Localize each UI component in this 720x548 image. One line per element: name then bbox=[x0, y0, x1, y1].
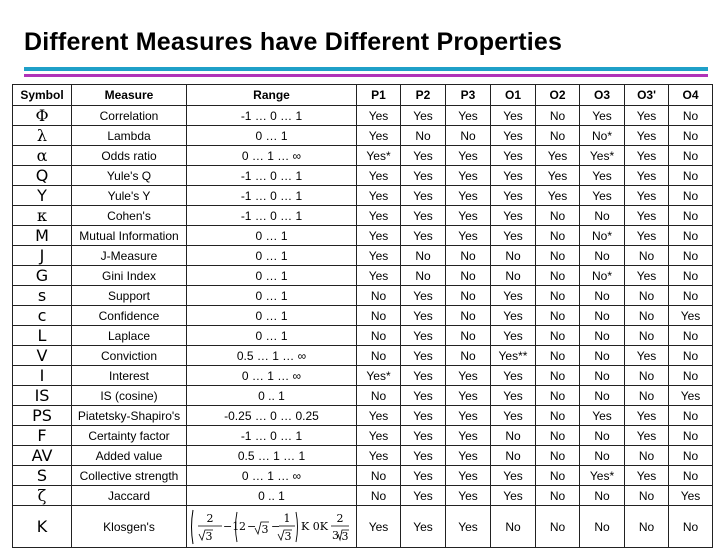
property-cell-o3: No bbox=[580, 486, 625, 506]
column-header-p1: P1 bbox=[357, 85, 401, 106]
table-row bbox=[13, 186, 713, 206]
property-cell-p3: No bbox=[446, 306, 491, 326]
property-cell-p2: Yes bbox=[401, 186, 446, 206]
property-cell-o2: No bbox=[536, 246, 580, 266]
property-cell-o3: No bbox=[580, 506, 625, 548]
property-cell-p2: Yes bbox=[401, 366, 446, 386]
property-cell-o4: No bbox=[669, 266, 713, 286]
property-cell-o2: No bbox=[536, 106, 580, 126]
property-cell-p3: Yes bbox=[446, 426, 491, 446]
range-cell: 0 … 1 bbox=[187, 286, 357, 306]
property-cell-o4: Yes bbox=[669, 306, 713, 326]
symbol-cell: M bbox=[13, 226, 72, 246]
column-header-o1: O1 bbox=[491, 85, 536, 106]
property-cell-o1: No bbox=[491, 266, 536, 286]
svg-text:−: − bbox=[270, 519, 280, 533]
svg-text:3: 3 bbox=[331, 528, 339, 542]
table-row bbox=[13, 106, 713, 126]
range-cell: -1 … 0 … 1 bbox=[187, 206, 357, 226]
table-row bbox=[13, 446, 713, 466]
property-cell-o3: Yes* bbox=[580, 146, 625, 166]
property-cell-p2: Yes bbox=[401, 226, 446, 246]
symbol-cell: I bbox=[13, 366, 72, 386]
property-cell-p3: Yes bbox=[446, 506, 491, 548]
property-cell-o4: Yes bbox=[669, 386, 713, 406]
column-header-range: Range bbox=[187, 85, 357, 106]
property-cell-p2: Yes bbox=[401, 166, 446, 186]
header-row bbox=[13, 85, 713, 106]
property-cell-p3: No bbox=[446, 266, 491, 286]
property-cell-o2: No bbox=[536, 346, 580, 366]
property-cell-o3: No bbox=[580, 346, 625, 366]
symbol-cell: G bbox=[13, 266, 72, 286]
property-cell-o1: Yes bbox=[491, 326, 536, 346]
property-cell-p1: No bbox=[357, 486, 401, 506]
property-cell-o3: No bbox=[580, 426, 625, 446]
range-cell: -1 … 0 … 1 bbox=[187, 426, 357, 446]
measure-cell: Confidence bbox=[72, 306, 187, 326]
property-cell-p2: Yes bbox=[401, 446, 446, 466]
property-cell-o2: No bbox=[536, 326, 580, 346]
symbol-cell: κ bbox=[13, 206, 72, 226]
property-cell-p3: Yes bbox=[446, 486, 491, 506]
property-cell-p3: Yes bbox=[446, 206, 491, 226]
measure-cell: Cohen's bbox=[72, 206, 187, 226]
property-cell-o2: No bbox=[536, 126, 580, 146]
property-cell-o3: No bbox=[625, 246, 669, 266]
property-cell-o2: No bbox=[536, 366, 580, 386]
table-row bbox=[13, 146, 713, 166]
svg-text:2: 2 bbox=[206, 511, 213, 525]
property-cell-p2: Yes bbox=[401, 106, 446, 126]
property-cell-o4: Yes bbox=[669, 486, 713, 506]
table-body bbox=[13, 106, 713, 548]
table-row bbox=[13, 126, 713, 146]
property-cell-p3: Yes bbox=[446, 386, 491, 406]
table-row bbox=[13, 366, 713, 386]
range-cell: -0.25 … 0 … 0.25 bbox=[187, 406, 357, 426]
measure-cell: IS (cosine) bbox=[72, 386, 187, 406]
klosgen-formula-cell bbox=[187, 506, 357, 548]
range-cell: 0 … 1 bbox=[187, 126, 357, 146]
measure-cell: Yule's Q bbox=[72, 166, 187, 186]
property-cell-p1: Yes bbox=[357, 186, 401, 206]
property-cell-o2: Yes bbox=[536, 166, 580, 186]
table-row bbox=[13, 286, 713, 306]
range-cell: 0.5 … 1 … 1 bbox=[187, 446, 357, 466]
property-cell-o1: Yes bbox=[491, 366, 536, 386]
property-cell-o1: Yes bbox=[491, 226, 536, 246]
property-cell-o1: Yes bbox=[491, 126, 536, 146]
table-row bbox=[13, 506, 713, 548]
svg-text:3: 3 bbox=[284, 529, 291, 543]
property-cell-o1: Yes bbox=[491, 386, 536, 406]
property-cell-p1: Yes bbox=[357, 446, 401, 466]
property-cell-o3: No* bbox=[580, 226, 625, 246]
property-cell-o1: No bbox=[491, 446, 536, 466]
property-cell-o3: Yes bbox=[625, 146, 669, 166]
symbol-cell: λ bbox=[13, 126, 72, 146]
property-cell-p2: Yes bbox=[401, 486, 446, 506]
property-cell-o1: Yes bbox=[491, 286, 536, 306]
range-cell: -1 … 0 … 1 bbox=[187, 166, 357, 186]
table-row bbox=[13, 246, 713, 266]
symbol-cell: IS bbox=[13, 386, 72, 406]
property-cell-o4: No bbox=[669, 126, 713, 146]
property-cell-p3: Yes bbox=[446, 406, 491, 426]
property-cell-o4: No bbox=[669, 446, 713, 466]
measure-cell: Correlation bbox=[72, 106, 187, 126]
property-cell-o3: No bbox=[580, 366, 625, 386]
measure-cell: Certainty factor bbox=[72, 426, 187, 446]
svg-text:−1: −1 bbox=[222, 519, 239, 533]
property-cell-o3: Yes bbox=[580, 166, 625, 186]
measure-cell: Lambda bbox=[72, 126, 187, 146]
property-cell-p2: Yes bbox=[401, 306, 446, 326]
measure-cell: Conviction bbox=[72, 346, 187, 366]
symbol-cell: α bbox=[13, 146, 72, 166]
svg-text:K 0K: K 0K bbox=[300, 519, 328, 533]
property-cell-p1: No bbox=[357, 286, 401, 306]
property-cell-p2: Yes bbox=[401, 506, 446, 548]
property-cell-p1: No bbox=[357, 306, 401, 326]
property-cell-o3: No bbox=[625, 286, 669, 306]
column-header-o2: O2 bbox=[536, 85, 580, 106]
measures-table bbox=[12, 84, 713, 548]
property-cell-o3: Yes bbox=[625, 226, 669, 246]
property-cell-p3: Yes bbox=[446, 446, 491, 466]
symbol-cell: AV bbox=[13, 446, 72, 466]
measure-cell: Klosgen's bbox=[72, 506, 187, 548]
property-cell-o3: Yes bbox=[625, 166, 669, 186]
property-cell-o1: Yes bbox=[491, 486, 536, 506]
property-cell-o3: No bbox=[625, 326, 669, 346]
table-row bbox=[13, 166, 713, 186]
table-row bbox=[13, 486, 713, 506]
property-cell-p2: No bbox=[401, 266, 446, 286]
property-cell-p1: Yes* bbox=[357, 146, 401, 166]
property-cell-o3: Yes bbox=[580, 186, 625, 206]
property-cell-o4: No bbox=[669, 366, 713, 386]
property-cell-p3: Yes bbox=[446, 106, 491, 126]
range-cell: 0.5 … 1 … ∞ bbox=[187, 346, 357, 366]
svg-text:−: − bbox=[246, 519, 256, 533]
title-underline-purple bbox=[24, 74, 708, 77]
property-cell-o4: No bbox=[669, 166, 713, 186]
symbol-cell: Φ bbox=[13, 106, 72, 126]
column-header-o3: O3 bbox=[580, 85, 625, 106]
property-cell-p1: Yes* bbox=[357, 366, 401, 386]
property-cell-o3: No* bbox=[580, 266, 625, 286]
range-cell: 0 … 1 bbox=[187, 326, 357, 346]
property-cell-o4: No bbox=[669, 146, 713, 166]
property-cell-o3: No* bbox=[580, 126, 625, 146]
property-cell-p1: Yes bbox=[357, 406, 401, 426]
property-cell-o1: Yes bbox=[491, 466, 536, 486]
measure-cell: Collective strength bbox=[72, 466, 187, 486]
property-cell-o2: No bbox=[536, 486, 580, 506]
table-row bbox=[13, 406, 713, 426]
property-cell-p1: No bbox=[357, 326, 401, 346]
property-cell-p2: No bbox=[401, 246, 446, 266]
property-cell-o1: Yes bbox=[491, 166, 536, 186]
measure-cell: Mutual Information bbox=[72, 226, 187, 246]
measure-cell: Odds ratio bbox=[72, 146, 187, 166]
range-cell: 0 … 1 bbox=[187, 226, 357, 246]
table-row bbox=[13, 226, 713, 246]
property-cell-o4: No bbox=[669, 466, 713, 486]
range-cell: 0 … 1 bbox=[187, 266, 357, 286]
property-cell-o4: No bbox=[669, 106, 713, 126]
measure-cell: Support bbox=[72, 286, 187, 306]
property-cell-o1: No bbox=[491, 506, 536, 548]
property-cell-o4: No bbox=[669, 286, 713, 306]
property-cell-o3: No bbox=[580, 386, 625, 406]
range-cell: 0 … 1 … ∞ bbox=[187, 146, 357, 166]
property-cell-o2: No bbox=[536, 426, 580, 446]
property-cell-o4: No bbox=[669, 186, 713, 206]
property-cell-p2: Yes bbox=[401, 326, 446, 346]
range-cell: 0 … 1 bbox=[187, 306, 357, 326]
property-cell-p1: No bbox=[357, 386, 401, 406]
property-cell-o4: No bbox=[669, 346, 713, 366]
table-row bbox=[13, 426, 713, 446]
property-cell-o3: Yes* bbox=[580, 466, 625, 486]
range-cell: 0 … 1 … ∞ bbox=[187, 366, 357, 386]
property-cell-p3: Yes bbox=[446, 166, 491, 186]
property-cell-p2: Yes bbox=[401, 286, 446, 306]
property-cell-o3: Yes bbox=[625, 266, 669, 286]
column-header-symbol: Symbol bbox=[13, 85, 72, 106]
property-cell-p3: No bbox=[446, 246, 491, 266]
svg-text:1: 1 bbox=[283, 511, 290, 525]
measure-cell: Interest bbox=[72, 366, 187, 386]
property-cell-o3: No bbox=[625, 506, 669, 548]
column-header-measure: Measure bbox=[72, 85, 187, 106]
symbol-cell: K bbox=[13, 506, 72, 548]
property-cell-o2: No bbox=[536, 286, 580, 306]
symbol-cell: F bbox=[13, 426, 72, 446]
measure-cell: Laplace bbox=[72, 326, 187, 346]
property-cell-o2: No bbox=[536, 386, 580, 406]
property-cell-o1: No bbox=[491, 426, 536, 446]
range-cell: 0 … 1 … ∞ bbox=[187, 466, 357, 486]
property-cell-p3: No bbox=[446, 126, 491, 146]
property-cell-o4: No bbox=[669, 426, 713, 446]
property-cell-p2: Yes bbox=[401, 146, 446, 166]
property-cell-o4: No bbox=[669, 206, 713, 226]
property-cell-o3: No bbox=[625, 306, 669, 326]
property-cell-o3: No bbox=[580, 326, 625, 346]
property-cell-o2: Yes bbox=[536, 186, 580, 206]
property-cell-p3: Yes bbox=[446, 226, 491, 246]
property-cell-o4: No bbox=[669, 406, 713, 426]
property-cell-p3: No bbox=[446, 286, 491, 306]
property-cell-p1: Yes bbox=[357, 106, 401, 126]
property-cell-o3: Yes bbox=[580, 106, 625, 126]
property-cell-o3: No bbox=[580, 306, 625, 326]
property-cell-p2: No bbox=[401, 126, 446, 146]
property-cell-p2: Yes bbox=[401, 386, 446, 406]
symbol-cell: S bbox=[13, 466, 72, 486]
property-cell-o3: No bbox=[625, 446, 669, 466]
property-cell-p1: Yes bbox=[357, 126, 401, 146]
slide-title: Different Measures have Different Properties bbox=[24, 28, 563, 56]
property-cell-p1: Yes bbox=[357, 506, 401, 548]
property-cell-o4: No bbox=[669, 326, 713, 346]
property-cell-p1: Yes bbox=[357, 266, 401, 286]
property-cell-p3: Yes bbox=[446, 186, 491, 206]
table-row bbox=[13, 306, 713, 326]
property-cell-o3: No bbox=[580, 446, 625, 466]
symbol-cell: PS bbox=[13, 406, 72, 426]
measure-cell: Added value bbox=[72, 446, 187, 466]
property-cell-o4: No bbox=[669, 506, 713, 548]
property-cell-p1: No bbox=[357, 466, 401, 486]
property-cell-o3: No bbox=[625, 486, 669, 506]
table-row bbox=[13, 386, 713, 406]
svg-text:3: 3 bbox=[205, 529, 212, 543]
property-cell-p1: Yes bbox=[357, 206, 401, 226]
property-cell-p1: Yes bbox=[357, 426, 401, 446]
property-cell-o2: No bbox=[536, 206, 580, 226]
property-cell-p3: Yes bbox=[446, 366, 491, 386]
property-cell-o4: No bbox=[669, 246, 713, 266]
property-cell-o2: No bbox=[536, 306, 580, 326]
property-cell-o3: No bbox=[625, 366, 669, 386]
property-cell-o3: Yes bbox=[625, 186, 669, 206]
table-row bbox=[13, 346, 713, 366]
property-cell-o3: Yes bbox=[625, 466, 669, 486]
svg-text:3: 3 bbox=[261, 522, 268, 536]
svg-text:2: 2 bbox=[336, 511, 343, 525]
measure-cell: Yule's Y bbox=[72, 186, 187, 206]
column-header-p2: P2 bbox=[401, 85, 446, 106]
property-cell-o3: Yes bbox=[625, 346, 669, 366]
property-cell-p3: Yes bbox=[446, 466, 491, 486]
property-cell-p3: No bbox=[446, 326, 491, 346]
symbol-cell: s bbox=[13, 286, 72, 306]
property-cell-o3: No bbox=[625, 386, 669, 406]
symbol-cell: V bbox=[13, 346, 72, 366]
property-cell-p2: Yes bbox=[401, 466, 446, 486]
property-cell-o2: No bbox=[536, 446, 580, 466]
property-cell-o3: Yes bbox=[625, 106, 669, 126]
property-cell-o1: Yes bbox=[491, 306, 536, 326]
property-cell-o1: Yes bbox=[491, 146, 536, 166]
property-cell-o2: No bbox=[536, 506, 580, 548]
table-row bbox=[13, 466, 713, 486]
property-cell-o1: Yes** bbox=[491, 346, 536, 366]
property-cell-o2: No bbox=[536, 266, 580, 286]
table-row bbox=[13, 266, 713, 286]
property-cell-o2: No bbox=[536, 226, 580, 246]
symbol-cell: Y bbox=[13, 186, 72, 206]
property-cell-o3: Yes bbox=[625, 426, 669, 446]
symbol-cell: L bbox=[13, 326, 72, 346]
measure-cell: Gini Index bbox=[72, 266, 187, 286]
property-cell-o1: Yes bbox=[491, 106, 536, 126]
property-cell-o1: No bbox=[491, 246, 536, 266]
symbol-cell: ζ bbox=[13, 486, 72, 506]
property-cell-o1: Yes bbox=[491, 206, 536, 226]
property-cell-p1: No bbox=[357, 346, 401, 366]
range-cell: -1 … 0 … 1 bbox=[187, 106, 357, 126]
range-cell: 0 .. 1 bbox=[187, 386, 357, 406]
property-cell-p1: Yes bbox=[357, 166, 401, 186]
measure-cell: Piatetsky-Shapiro's bbox=[72, 406, 187, 426]
property-cell-o2: Yes bbox=[536, 146, 580, 166]
table-row bbox=[13, 206, 713, 226]
range-cell: -1 … 0 … 1 bbox=[187, 186, 357, 206]
property-cell-p2: Yes bbox=[401, 206, 446, 226]
property-cell-o1: Yes bbox=[491, 406, 536, 426]
range-cell: 0 .. 1 bbox=[187, 486, 357, 506]
symbol-cell: J bbox=[13, 246, 72, 266]
property-cell-p1: Yes bbox=[357, 246, 401, 266]
property-cell-p2: Yes bbox=[401, 426, 446, 446]
title-underline-teal bbox=[24, 67, 708, 71]
svg-text:2: 2 bbox=[238, 519, 246, 533]
range-cell: 0 … 1 bbox=[187, 246, 357, 266]
property-cell-p3: No bbox=[446, 346, 491, 366]
column-header-o3-: O3' bbox=[625, 85, 669, 106]
property-cell-o3: Yes bbox=[580, 406, 625, 426]
symbol-cell: Q bbox=[13, 166, 72, 186]
property-cell-o3: No bbox=[580, 206, 625, 226]
property-cell-p2: Yes bbox=[401, 406, 446, 426]
table-row bbox=[13, 326, 713, 346]
measure-cell: J-Measure bbox=[72, 246, 187, 266]
property-cell-o3: Yes bbox=[625, 206, 669, 226]
property-cell-o2: No bbox=[536, 466, 580, 486]
measure-cell: Jaccard bbox=[72, 486, 187, 506]
svg-text:3: 3 bbox=[341, 529, 348, 543]
property-cell-o4: No bbox=[669, 226, 713, 246]
column-header-o4: O4 bbox=[669, 85, 713, 106]
property-cell-o3: No bbox=[580, 286, 625, 306]
property-cell-o2: No bbox=[536, 406, 580, 426]
property-cell-o1: Yes bbox=[491, 186, 536, 206]
property-cell-o3: No bbox=[580, 246, 625, 266]
property-cell-p3: Yes bbox=[446, 146, 491, 166]
property-cell-o3: Yes bbox=[625, 406, 669, 426]
column-header-p3: P3 bbox=[446, 85, 491, 106]
property-cell-p2: Yes bbox=[401, 346, 446, 366]
property-cell-p1: Yes bbox=[357, 226, 401, 246]
property-cell-o3: Yes bbox=[625, 126, 669, 146]
symbol-cell: c bbox=[13, 306, 72, 326]
